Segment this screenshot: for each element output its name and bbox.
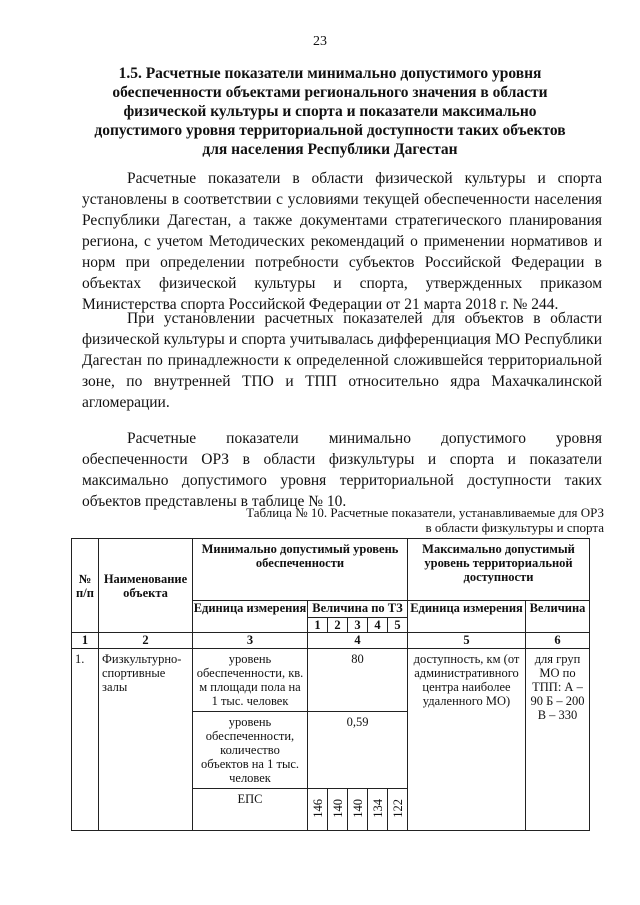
colnum-3: 3 <box>193 633 308 649</box>
unit-count: уровень обеспеченности, количество объектов на 1 тыс. человек <box>193 712 308 789</box>
value-count: 0,59 <box>308 712 408 789</box>
colnum-5: 5 <box>408 633 526 649</box>
colnum-1: 1 <box>72 633 99 649</box>
unit-area: уровень обеспеченности, кв. м площади пола на 1 тыс. человек <box>193 649 308 712</box>
eps-tz-5: 122 <box>390 798 405 818</box>
section-heading: 1.5. Расчетные показатели минимально допустимого уровня обеспеченности объектами регионального значения в области физической культуры и спорта и показатели максимально допустимого уровня территориальной доступности таких объектов для населения Республики Дагестан <box>94 65 566 158</box>
tz-2: 2 <box>328 618 348 633</box>
table-row <box>72 649 590 712</box>
eps-tz-1: 146 <box>310 798 325 818</box>
row-object-name: Физкультурно-спортивные залы <box>99 649 193 831</box>
indicators-table <box>71 538 590 831</box>
paragraph-2: При установлении расчетных показателей для объектов в области физической культуры и спорта учитывалась дифференциация МО Республики Дагестан по принадлежности к определенной сложившейся территориальной зоне, по внутренней ТПО и ТПП относительно ядра Махачкалинской агломерации. <box>82 310 602 411</box>
header-name: Наименование объекта <box>99 539 193 633</box>
header-value: Величина <box>526 601 590 633</box>
table-caption: Таблица № 10. Расчетные показатели, устанавливаемые для ОРЗ <box>246 505 604 520</box>
header-max-access: Максимально допустимый уровень территориальной доступности <box>408 539 590 601</box>
header-unit-2: Единица измерения <box>408 601 526 633</box>
table-caption-line2: в области физкультуры и спорта <box>425 520 604 535</box>
eps-tz-4: 134 <box>370 798 385 818</box>
header-num: № п/п <box>72 539 99 633</box>
colnum-4: 4 <box>308 633 408 649</box>
colnum-2: 2 <box>99 633 193 649</box>
access-unit: доступность, км (от административного центра наиболее удаленного МО) <box>408 649 526 831</box>
value-area: 80 <box>308 649 408 712</box>
header-value-tz: Величина по ТЗ <box>308 601 408 618</box>
tz-3: 3 <box>348 618 368 633</box>
tz-5: 5 <box>388 618 408 633</box>
colnum-6: 6 <box>526 633 590 649</box>
tz-4: 4 <box>368 618 388 633</box>
page-number: 23 <box>313 34 327 49</box>
unit-eps: ЕПС <box>193 789 308 831</box>
paragraph-1: Расчетные показатели в области физической культуры и спорта установлены в соответствии с условиями текущей обеспеченности населения Республики Дагестан, а также документами стратегического планирования региона, с учетом Методических рекомендаций о применении нормативов и норм при определении потребности субъектов Российской Федерации в объектах физической культуры и спорта, утвержденных приказом Министерства спорта Российской Федерации от 21 марта 2018 г. № 244. <box>82 170 602 313</box>
paragraph-3: Расчетные показатели минимально допустимого уровня обеспеченности ОРЗ в области физкультуры и спорта и показатели максимально допустимого уровня территориальной доступности таких объектов представлены в таблице № 10. <box>82 430 602 510</box>
header-unit: Единица измерения <box>193 601 308 633</box>
tz-1: 1 <box>308 618 328 633</box>
header-min-level: Минимально допустимый уровень обеспеченности <box>193 539 408 601</box>
row-number: 1. <box>72 649 99 831</box>
eps-tz-2: 140 <box>330 798 345 818</box>
eps-tz-3: 140 <box>350 798 365 818</box>
access-value: для груп МО по ТПП: А – 90 Б – 200 В – 330 <box>526 649 590 831</box>
